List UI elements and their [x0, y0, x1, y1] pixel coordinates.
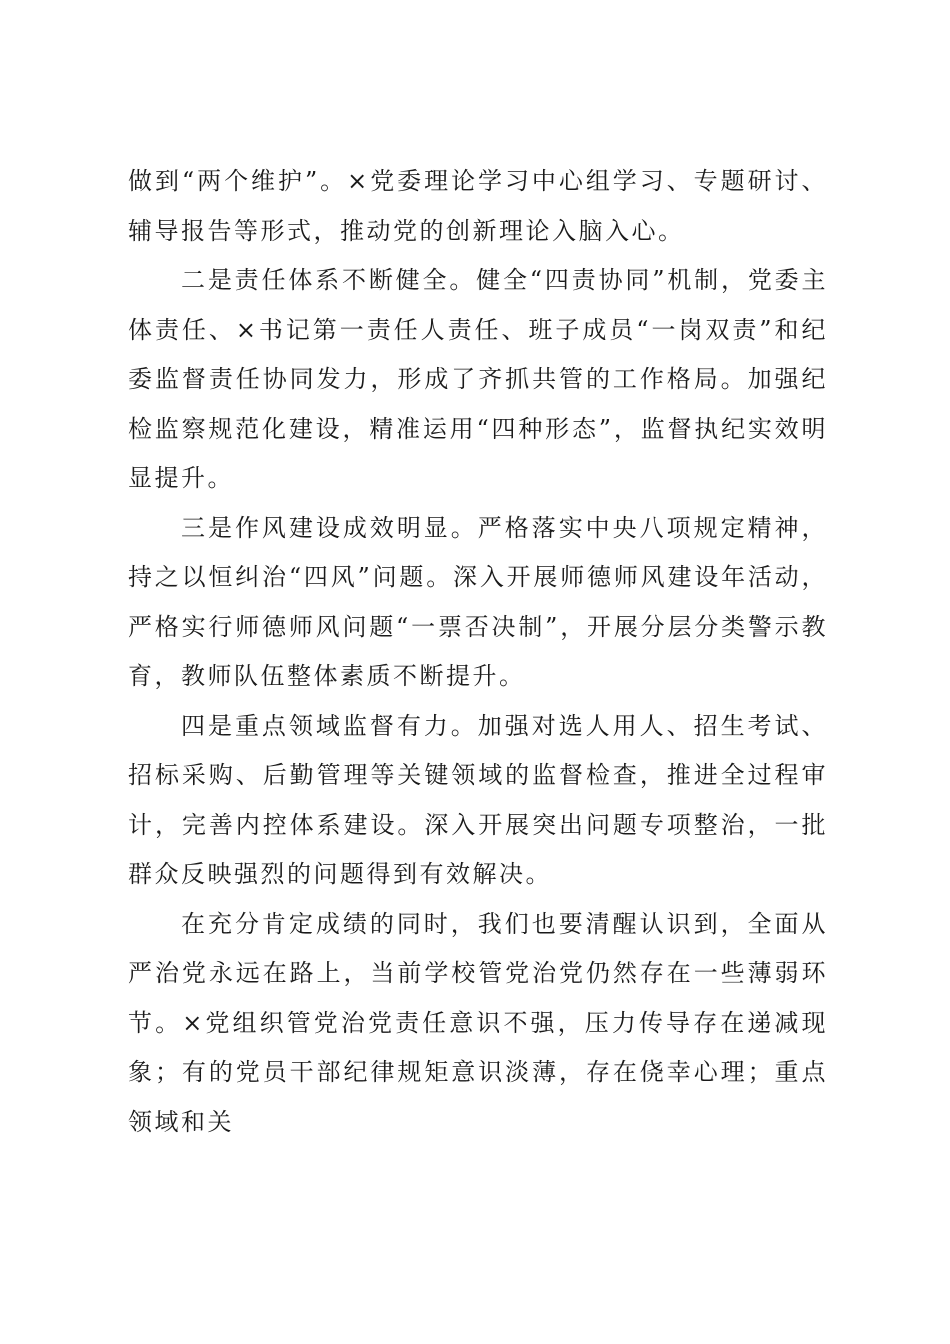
paragraph-weak-links: 在充分肯定成绩的同时，我们也要清醒认识到，全面从严治党永远在路上，当前学校管党治党仍然存在一些薄弱环节。×党组织管党治党责任意识不强，压力传导存在递减现象；有的党员干部纪律规矩意识淡薄，存在侥幸心理；重点领域和关: [128, 909, 828, 1136]
document-body: [128, 157, 828, 1147]
paragraph-responsibility-system: 二是责任体系不断健全。健全“四责协同”机制，党委主体责任、×书记第一责任人责任、班子成员“一岗双责”和纪委监督责任协同发力，形成了齐抓共管的工作格局。加强纪检监察规范化建设，精准运用“四种形态”，监督执纪实效明显提升。: [128, 266, 828, 492]
paragraph-continuation: 做到“两个维护”。×党委理论学习中心组学习、专题研讨、辅导报告等形式，推动党的创新理论入脑入心。: [128, 167, 828, 245]
paragraph-key-areas-supervision: 四是重点领域监督有力。加强对选人用人、招生考试、招标采购、后勤管理等关键领域的监督检查，推进全过程审计，完善内控体系建设。深入开展突出问题专项整治，一批群众反映强烈的问题得到有效解决。: [128, 711, 828, 888]
paragraph-work-style: 三是作风建设成效明显。严格落实中央八项规定精神，持之以恒纠治“四风”问题。深入开展师德师风建设年活动，严格实行师德师风问题“一票否决制”，开展分层分类警示教育，教师队伍整体素质不断提升。: [128, 513, 828, 690]
